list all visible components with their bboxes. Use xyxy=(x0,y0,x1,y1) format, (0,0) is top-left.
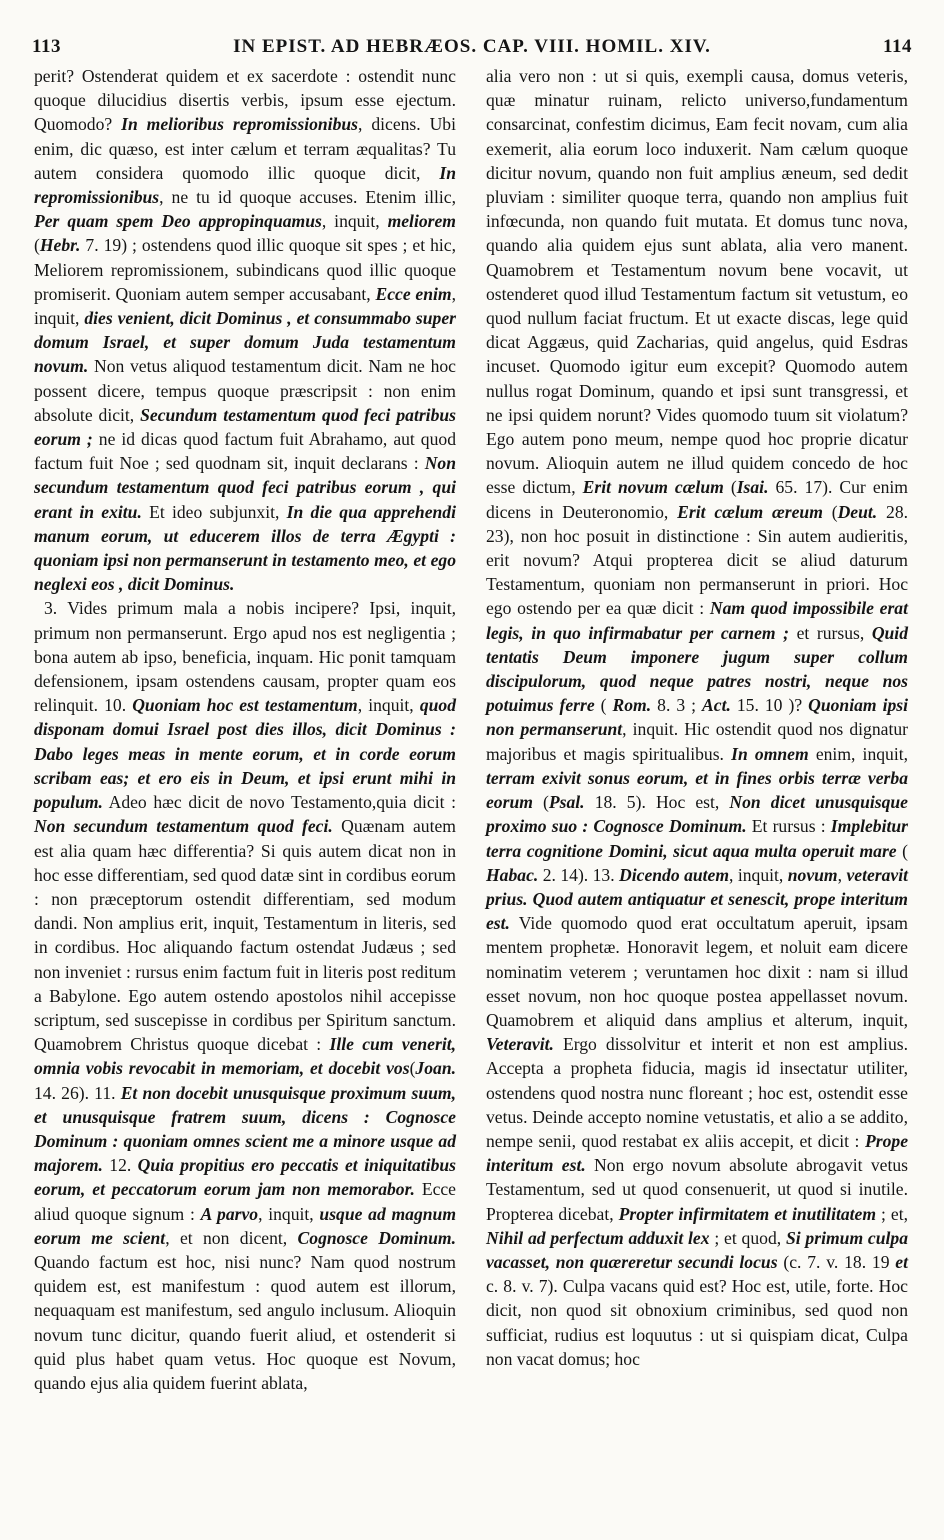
text-run: 18. 5). Hoc est, xyxy=(584,792,730,813)
text-run: ( xyxy=(532,792,549,813)
text-run: 65. 17). Cur enim dicens in Deuteronomio, xyxy=(486,477,908,522)
text-run: alia vero non : ut si quis, exempli causa, domus veteris, quæ minatur ruinam, relicto universo,fundamentum consarcinat, confestim dicimus, Eam fecit novam, cum alia exemerit, alia eorum loco induxerit. Nam cælum quoque dicitur novum, quando non fuit amplius æneum, sed dedit pluviam : similiter quoque terra, quando non amplius fuit infœcunda, non quando fuit mutata. Et domus tunc nova, quando alia quidem ejus sunt ablata, alia vero manent. Quamobrem et Testamentum novum bene vocavit, ut ostenderet quod illud Testamentum factum sit vetustum, eo quod nullum faciat fructum. Et ut exacte discas, lege quid dicat Aggæus, quid Zacharias, quid angelus, quid Esdras incuset. Quomodo igitur eum excepit? Quomodo autem nullus rogat Dominum, quando et ipsi sunt transgressi, et ne ipsi quidem norunt? Vides quomodo tuum sit violatum? Ego autem pono meum, nempe quod hoc proprie dicatur novum. Alioquin autem ne illud quidem concedo de hoc esse dictum, xyxy=(486,66,908,498)
italic-run: Deut. xyxy=(837,501,878,522)
text-run: ; et, xyxy=(876,1203,909,1224)
text-run: 28. 23), non hoc posuit in distinctione : Sin autem audieritis, erit novum? Atqui propterea dicit se aliud daturum Testamentum, quoniam non permanserunt in priori. Hoc ego ostendo per ea quæ dicit : xyxy=(486,501,909,619)
right-text-column xyxy=(486,64,908,1371)
text-run: et rursus, xyxy=(789,622,872,643)
italic-run: et xyxy=(895,1251,908,1272)
text-run: (c. 7. v. 18. 19 xyxy=(777,1251,896,1272)
text-run: Et rursus : xyxy=(746,816,831,837)
italic-run: Ille cum venerit, omnia vobis revocabit in memoriam, et docebit vos xyxy=(34,1034,456,1079)
italic-run: In repromissionibus xyxy=(34,162,456,208)
text-run: , inquit, xyxy=(258,1203,320,1224)
italic-run: In die qua apprehendi manum eorum, ut educerem illos de terra Ægypti : quoniam ipsi non permanserunt in testamento meo, et ego neglexi eos , dicit Dominus. xyxy=(34,501,456,595)
italic-run: Joan. xyxy=(415,1058,456,1079)
text-run: , inquit. Hic ostendit quod nos dignatur majoribus et magis spiritualibus. xyxy=(486,719,908,764)
text-run: 12. xyxy=(102,1155,138,1176)
italic-run: Psal. xyxy=(548,792,585,813)
left-page-number: 113 xyxy=(32,36,61,57)
italic-run: Nam quod impossibile erat legis, in quo infirmabatur per carnem ; xyxy=(486,598,908,643)
italic-run: A parvo xyxy=(200,1203,259,1224)
italic-run: dies venient, dicit Dominus , et consummabo super domum Israel, et super domum Juda testamentum novum. xyxy=(34,308,456,377)
italic-run: Cognosce Dominum. xyxy=(297,1227,456,1248)
italic-run: Implebitur terra cognitione Domini, sicut aqua multa operuit mare xyxy=(486,816,909,861)
text-run: , ne tu id quoque accuses. Etenim illic, xyxy=(159,187,456,208)
running-header xyxy=(32,30,912,64)
italic-run: Quoniam hoc est testamentum xyxy=(132,695,358,716)
text-run: , et non dicent, xyxy=(165,1227,298,1248)
text-run: ne id dicas quod factum fuit Abrahamo, aut quod factum fuit Noe ; sed quodnam sit, inquit declarans : xyxy=(34,429,456,474)
text-run: , inquit, xyxy=(729,864,788,885)
italic-run: In melioribus repromissionibus xyxy=(121,114,358,135)
text-run: Quando factum est hoc, nisi nunc? Nam quod nostrum quidem est, est manifestum : quod autem est illorum, nequaquam est manifestum, sed angulo inclusum. Alioquin novum tunc dicitur, quando fuerit aliud, et ostenderit si quid plus habet quam vetus. Hoc quoque est Novum, quando ejus alia quidem fuerint ablata, xyxy=(34,1251,456,1393)
italic-run: terram exivit sonus eorum, et in fines orbis terræ verba eorum xyxy=(486,767,908,813)
text-run: ( xyxy=(822,501,838,522)
text-run: 15. 10 )? xyxy=(730,695,809,716)
italic-run: Prope interitum est. xyxy=(486,1130,908,1176)
paragraph xyxy=(486,64,908,1371)
italic-run: meliorem xyxy=(387,211,456,232)
text-run: Ergo dissolvitur et interit et non est amplius. Accepta a propheta fiducia, magis id insectatur utiliter, ostendens quod nostra nunc floreant ; hoc est, ostendit esse vetus. Deinde accepto nomine vetustatis, et alio a se addito, nempe senii, quod restabat ex aliis accepit, et dicit : xyxy=(486,1034,908,1151)
right-page-number: 114 xyxy=(883,36,912,57)
italic-run: Quoniam ipsi non permanserunt xyxy=(486,695,909,740)
text-run: , inquit, xyxy=(357,695,420,716)
italic-run: Hebr. xyxy=(39,235,81,256)
left-text-column xyxy=(34,64,456,1395)
italic-run: Rom. xyxy=(612,695,652,716)
italic-run: veteravit prius. Quod autem antiquatur et senescit, prope interitum est. xyxy=(486,864,908,934)
text-run: , xyxy=(837,864,847,885)
text-run: Non ergo novum absolute abrogavit vetus Testamentum, sed ut quod consenuerit, ut quod si inutile. Propterea dicebat, xyxy=(486,1155,908,1224)
text-run: , inquit, xyxy=(321,211,388,232)
text-run: 7. 19) ; ostendens quod illic quoque sit spes ; et hic, Meliorem repromissionem, subindicans quod illic quoque promiserit. Quoniam autem semper accusabant, xyxy=(34,235,456,304)
text-run: Adeo hæc dicit de novo Testamento,quia dicit : xyxy=(102,792,456,813)
text-run: ; et quod, xyxy=(709,1227,786,1248)
text-run: Vide quomodo quod erat occultatum aperuit, ipsam mentem prophetæ. Honoravit legem, et noluit eam dicere nominatim veterem ; veruntamen hoc dixit : nam si illud esset novum, non hoc quoque postea appellasset novum. Quamobrem et aliquid dans amplius et alterum, inquit, xyxy=(486,913,908,1030)
text-run: Quænam autem est alia quam hæc differentia? Si quis autem dicat non in hoc esse differentiam, sed quod datæ sint in cordibus eorum : non præceptorum ostendit differentiam, sed modum dandi. Non amplius erit, inquit, Testamentum in literis, sed in cordibus. Hoc aliquando factum ostendat Judæus ; sed non inveniet : rursus enim factum fuit in literis post reditum a Babylone. Ego autem ostendo apostolos nihil accepisse scriptum, sed suscepisse in cordibus per Spiritum sanctum. Quamobrem Christus quoque dicebat : xyxy=(34,816,456,1055)
italic-run: usque ad magnum eorum me scient xyxy=(34,1203,456,1248)
italic-run: Non secundum testamentum quod feci. xyxy=(34,816,333,837)
paragraph xyxy=(34,596,456,1395)
italic-run: Act. xyxy=(702,695,731,716)
italic-run: Isai. xyxy=(736,477,769,498)
italic-run: Ecce enim xyxy=(375,283,452,304)
running-title: IN EPIST. AD HEBRÆOS. CAP. VIII. HOMIL. XIV. xyxy=(233,36,711,57)
italic-run: Erit novum cælum xyxy=(582,477,724,498)
text-run: , dicens. Ubi enim, dic quæso, est inter cælum et terram æqualitas? Tu autem considera quomodo illic quoque dicit, xyxy=(34,114,456,183)
italic-run: Propter infirmitatem et inutilitatem xyxy=(618,1203,877,1224)
text-run: enim, inquit, xyxy=(808,743,909,764)
text-run: ( xyxy=(723,477,737,498)
italic-run: Si primum culpa vacasset, non quæreretur secundi locus xyxy=(486,1227,909,1272)
text-run: ( xyxy=(409,1058,416,1079)
italic-run: Secundum testamentum quod feci patribus eorum ; xyxy=(34,404,456,450)
italic-run: novum xyxy=(787,864,838,885)
italic-run: Et non docebit unusquisque proximum suum, et unusquisque fratrem suum, dicens : Cognosce Dominum : quoniam omnes scient me a minore usque ad majorem. xyxy=(34,1082,456,1176)
text-run: 14. 26). 11. xyxy=(34,1082,121,1103)
text-run: perit? Ostenderat quidem et ex sacerdote : ostendit nunc quoque dilucidius disertis verbis, ipsum esse ejectum. Quomodo? xyxy=(34,66,456,135)
text-run: 8. 3 ; xyxy=(651,695,703,716)
italic-run: Dicendo autem xyxy=(619,864,730,885)
italic-run: Non secundum testamentum quod feci patribus eorum , qui erant in exitu. xyxy=(34,453,456,522)
text-run: Ecce aliud quoque signum : xyxy=(34,1179,456,1224)
italic-run: Habac. xyxy=(486,864,539,885)
italic-run: Quia propitius ero peccatis et iniquitatibus eorum, et peccatorum eorum jam non memorabor. xyxy=(34,1155,456,1200)
text-run: , inquit, xyxy=(34,283,456,329)
italic-run: Veteravit. xyxy=(486,1034,554,1055)
paragraph xyxy=(34,64,456,596)
italic-run: Nihil ad perfectum adduxit lex xyxy=(486,1227,710,1248)
text-run: ( xyxy=(594,695,613,716)
text-run: Et ideo subjunxit, xyxy=(141,501,287,522)
text-run: c. 8. v. 7). Culpa vacans quid est? Hoc est, utile, forte. Hoc dicit, non quod sit obnoxium criminibus, sed quod non sufficiat, rudius est loquutus : ut si quispiam dicat, Culpa non vacat domus; hoc xyxy=(486,1276,908,1369)
text-run: Non vetus aliquod testamentum dicit. Nam ne hoc possent dicere, tempus quoque præscripsit : non enim absolute dicit, xyxy=(34,356,456,425)
italic-run: Non dicet unusquisque proximo suo : Cognosce Dominum. xyxy=(486,792,908,837)
text-run: ( xyxy=(34,235,40,256)
italic-run: In omnem xyxy=(731,743,809,764)
italic-run: Quid tentatis Deum imponere jugum super collum discipulorum, quod neque patres nostri, neque nos potuimus ferre xyxy=(486,622,908,716)
text-run: 3. Vides primum mala a nobis incipere? Ipsi, inquit, primum non permanserunt. Ergo apud nos est negligentia ; bona autem ab ipso, beneficia, inquam. Hic ponit tamquam defensionem, ipsam ostendens causam, propter quam eos relinquit. 10. xyxy=(34,598,456,716)
text-run: 2. 14). 13. xyxy=(538,864,620,885)
italic-run: Erit cælum æreum xyxy=(677,501,823,522)
text-run: ( xyxy=(896,840,909,861)
italic-run: quod disponam domui Israel post dies illos, dicit Dominus : Dabo leges meas in mente eorum, et in corde eorum scribam eas; et ero eis in Deum, et ipsi erunt mihi in populum. xyxy=(34,695,456,813)
italic-run: Per quam spem Deo appropinquamus xyxy=(34,211,322,232)
